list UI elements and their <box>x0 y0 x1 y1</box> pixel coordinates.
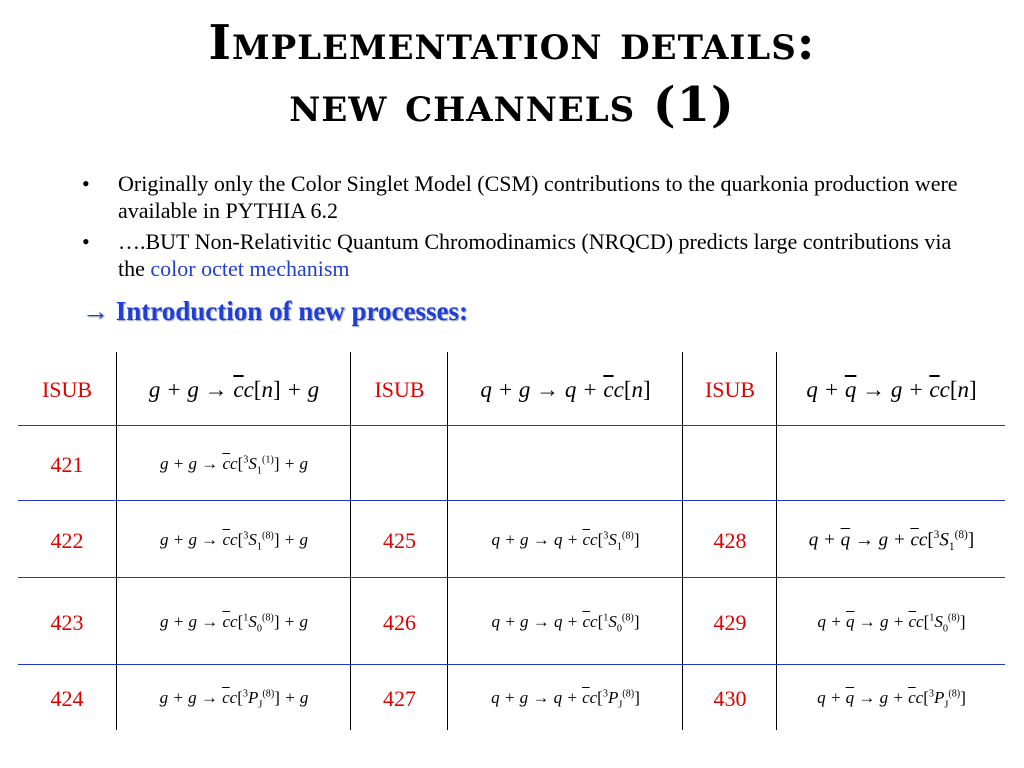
table-cell-isub: 423 <box>50 610 84 635</box>
table-cell-isub: 421 <box>50 452 84 477</box>
table-cell-process <box>449 669 682 729</box>
table-cell-process <box>778 582 1005 664</box>
process-formula: $q + g \to q + \overline{c}c[^3P_J^{(8)}]$ <box>491 687 640 711</box>
table-header-process <box>778 360 1005 420</box>
process-formula: $g + g \to \overline{c}c[^1S_0^{(8)}] + g$ <box>160 611 308 635</box>
table-divider <box>776 352 777 730</box>
process-formula: $q + g \to q + \overline{c}c[^1S_0^{(8)}]$ <box>491 611 640 635</box>
process-formula: $q + \overline{q} \to g + \overline{c}c[^3P_J^{(8)}]$ <box>817 687 966 711</box>
bullet-text: Originally only the Color Singlet Model (CSM) contributions to the quarkonia production were available in PYTHIA 6.2 <box>118 171 958 223</box>
table-cell-isub: 427 <box>383 686 416 711</box>
table-divider <box>447 352 448 730</box>
intro-heading <box>82 296 468 327</box>
table-header-isub: ISUB <box>704 377 756 402</box>
table-cell-isub: 422 <box>50 528 84 553</box>
bullet-icon: • <box>82 171 90 196</box>
table-divider <box>682 352 683 730</box>
process-formula: $q + g \to q + \overline{c}c[n]$ <box>480 377 651 402</box>
table-cell-process <box>449 505 682 577</box>
bullet-text: ….BUT Non-Relativitic Quantum Chromodinamics (NRQCD) predicts large contributions via the <box>118 229 952 281</box>
bullet-icon: • <box>82 229 90 254</box>
table-cell-process <box>449 582 682 664</box>
arrow-icon: → <box>82 296 109 326</box>
table-rule <box>18 664 1005 665</box>
table-cell-process <box>118 430 350 500</box>
table-cell-isub: 424 <box>50 686 84 711</box>
table-header-isub: ISUB <box>374 377 425 402</box>
table-cell-process <box>778 505 1005 577</box>
intro-text: Introduction of new processes: <box>115 296 469 326</box>
process-formula: $g + g \to \overline{c}c[^3S_1^{(1)}] + g$ <box>160 453 308 477</box>
bullet-item <box>78 228 978 282</box>
table-divider <box>350 352 351 730</box>
title-line-1: Implementation details: <box>208 15 816 71</box>
table-cell-process <box>118 505 350 577</box>
table-cell-isub: 428 <box>713 528 747 553</box>
table-cell-isub: 426 <box>383 610 416 635</box>
table-divider <box>116 352 117 730</box>
table-cell-isub: 429 <box>713 610 747 635</box>
process-formula: $g + g \to \overline{c}c[n] + g$ <box>148 377 320 402</box>
table-rule <box>18 425 1005 426</box>
table-rule <box>18 577 1005 578</box>
table-cell-process <box>118 669 350 729</box>
bullet-item <box>78 170 978 224</box>
table-header-process <box>449 360 682 420</box>
process-formula: $g + g \to \overline{c}c[^3S_1^{(8)}] + g$ <box>160 529 308 553</box>
table-cell-isub: 425 <box>383 528 416 553</box>
table-cell-process <box>778 669 1005 729</box>
table-rule <box>18 500 1005 501</box>
table-header-isub: ISUB <box>41 377 93 402</box>
table-header-process <box>118 360 350 420</box>
process-formula: $g + g \to \overline{c}c[^3P_J^{(8)}] + g$ <box>159 687 309 711</box>
bullet-list <box>78 170 978 286</box>
process-formula: $q + \overline{q} \to g + \overline{c}c[^3S_1^{(8)}]$ <box>808 528 975 554</box>
table-cell-isub: 430 <box>713 686 747 711</box>
process-formula: $q + g \to q + \overline{c}c[^3S_1^{(8)}]$ <box>491 529 640 553</box>
slide-title <box>0 12 1024 136</box>
title-line-2: new channels (1) <box>289 77 735 133</box>
table-cell-process <box>118 582 350 664</box>
highlight-text: color octet mechanism <box>150 256 350 281</box>
process-formula: $q + \overline{q} \to g + \overline{c}c[^1S_0^{(8)}]$ <box>817 611 966 635</box>
process-formula: $q + \overline{q} \to g + \overline{c}c[n]$ <box>806 377 977 402</box>
